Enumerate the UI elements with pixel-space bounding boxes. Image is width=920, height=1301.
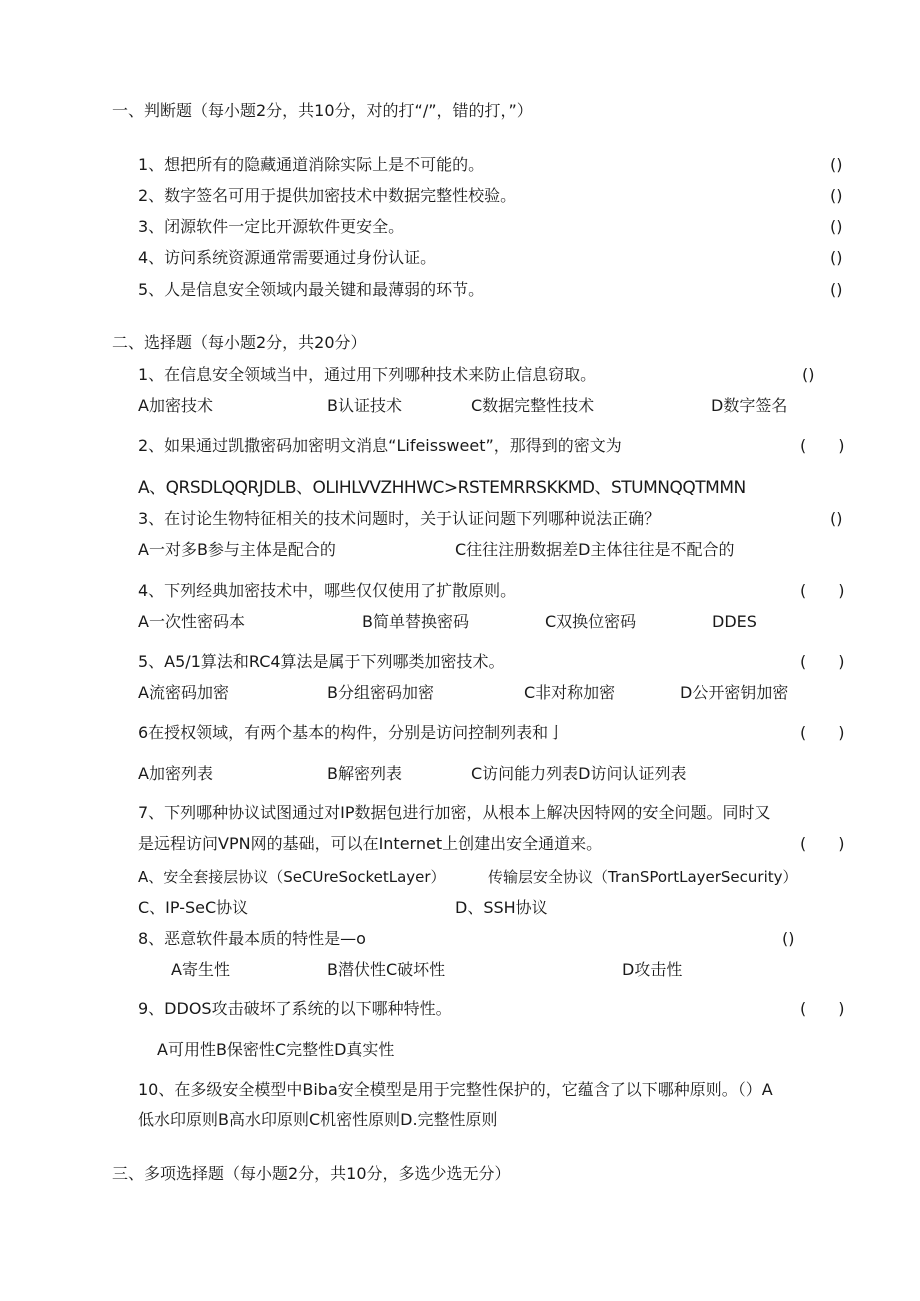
section-3-heading: 三、多项选择题（每小题2分，共10分，多选少选无分） bbox=[112, 1164, 511, 1183]
mc7-option-a: A、安全套接层协议（SeCUreSocketLayer） bbox=[138, 868, 446, 886]
mc-answer-paren-8: () bbox=[782, 929, 795, 948]
tf-question-5: 5、人是信息安全领域内最关键和最薄弱的环节。 bbox=[138, 280, 485, 299]
mc-question-5: 5、A5/1算法和RC4算法是属于下列哪类加密技术。 bbox=[138, 652, 505, 671]
mc-question-7-line-1: 7、下列哪种协议试图通过对IP数据包进行加密，从根本上解决因特网的安全问题。同时又 bbox=[138, 803, 771, 822]
mc7-option-d: D、SSH协议 bbox=[455, 898, 548, 917]
mc7-option-b: 传输层安全协议（TranSPortLayerSecurity） bbox=[488, 868, 798, 886]
mc4-option-d: DDES bbox=[712, 612, 757, 631]
mc6-option-a: A加密列表 bbox=[138, 764, 213, 783]
mc-question-10-line-1: 10、在多级安全模型中Biba安全模型是用于完整性保护的，它蕴含了以下哪种原则。（）A bbox=[138, 1080, 773, 1099]
mc1-option-a: A加密技术 bbox=[138, 396, 213, 415]
mc3-option-cd: C往往注册数据差D主体往往是不配合的 bbox=[455, 540, 735, 559]
mc5-option-d: D公开密钥加密 bbox=[680, 683, 789, 702]
section-2-heading: 二、选择题（每小题2分，共20分） bbox=[112, 333, 367, 352]
mc4-option-c: C双换位密码 bbox=[545, 612, 637, 631]
tf-answer-paren-4: () bbox=[830, 248, 843, 267]
mc7-option-c: C、IP-SeC协议 bbox=[138, 898, 249, 917]
mc1-option-c: C数据完整性技术 bbox=[471, 396, 595, 415]
mc-question-9: 9、DDOS攻击破坏了系统的以下哪种特性。 bbox=[138, 999, 452, 1018]
mc-question-3: 3、在讨论生物特征相关的技术问题时，关于认证问题下列哪种说法正确？ bbox=[138, 509, 661, 528]
mc-question-4: 4、下列经典加密技术中，哪些仅仅使用了扩散原则。 bbox=[138, 581, 517, 600]
tf-question-4: 4、访问系统资源通常需要通过身份认证。 bbox=[138, 248, 437, 267]
mc5-option-b: B分组密码加密 bbox=[327, 683, 434, 702]
tf-answer-paren-3: () bbox=[830, 217, 843, 236]
tf-question-3: 3、闭源软件一定比开源软件更安全。 bbox=[138, 217, 405, 236]
mc-answer-paren-7: ( ) bbox=[800, 834, 845, 853]
mc6-option-b: B解密列表 bbox=[327, 764, 402, 783]
mc4-option-a: A一次性密码本 bbox=[138, 612, 245, 631]
mc8-option-bc: B潜伏性C破坏性 bbox=[327, 960, 446, 979]
mc-answer-paren-4: ( ) bbox=[800, 581, 845, 600]
mc6-option-cd: C访问能力列表D访问认证列表 bbox=[471, 764, 687, 783]
mc-question-10-line-2: 低水印原则B高水印原则C机密性原则D.完整性原则 bbox=[138, 1110, 498, 1129]
mc5-option-a: A流密码加密 bbox=[138, 683, 229, 702]
mc3-option-ab: A一对多B参与主体是配合的 bbox=[138, 540, 336, 559]
mc-answer-paren-5: ( ) bbox=[800, 652, 845, 671]
mc8-option-a: A寄生性 bbox=[171, 960, 230, 979]
mc8-option-d: D攻击性 bbox=[622, 960, 683, 979]
tf-question-1: 1、想把所有的隐藏通道消除实际上是不可能的。 bbox=[138, 155, 485, 174]
mc-answer-paren-2: ( ) bbox=[800, 436, 845, 455]
mc-answer-paren-9: ( ) bbox=[800, 999, 845, 1018]
mc-answer-paren-1: () bbox=[802, 365, 815, 384]
mc-question-7-line-2: 是远程访问VPN网的基础，可以在Internet上创建出安全通道来。 bbox=[138, 834, 603, 853]
mc-question-2: 2、如果通过凯撒密码加密明文消息“Lifeissweet”，那得到的密文为 bbox=[138, 436, 622, 455]
tf-answer-paren-5: () bbox=[830, 280, 843, 299]
mc2-options-line: A、QRSDLQQRJDLB、OLIHLVVZHHWC>RSTEMRRSKKMD、STUMNQQTMMN bbox=[138, 478, 746, 498]
mc-question-8: 8、恶意软件最本质的特性是—o bbox=[138, 929, 366, 948]
tf-answer-paren-2: () bbox=[830, 186, 843, 205]
mc-answer-paren-3: () bbox=[830, 509, 843, 528]
mc1-option-b: B认证技术 bbox=[327, 396, 402, 415]
mc9-options-line: A可用性B保密性C完整性D真实性 bbox=[157, 1040, 395, 1059]
tf-answer-paren-1: () bbox=[830, 155, 843, 174]
mc1-option-d: D数字签名 bbox=[711, 396, 788, 415]
mc-question-1: 1、在信息安全领域当中，通过用下列哪种技术来防止信息窃取。 bbox=[138, 365, 597, 384]
mc5-option-c: C非对称加密 bbox=[524, 683, 616, 702]
tf-question-2: 2、数字签名可用于提供加密技术中数据完整性校验。 bbox=[138, 186, 517, 205]
mc-question-6: 6在授权领域，有两个基本的构件，分别是访问控制列表和亅 bbox=[138, 723, 565, 742]
section-1-heading: 一、判断题（每小题2分，共10分，对的打“/”，错的打，”） bbox=[112, 101, 533, 120]
mc-answer-paren-6: ( ) bbox=[800, 723, 845, 742]
mc4-option-b: B简单替换密码 bbox=[362, 612, 469, 631]
